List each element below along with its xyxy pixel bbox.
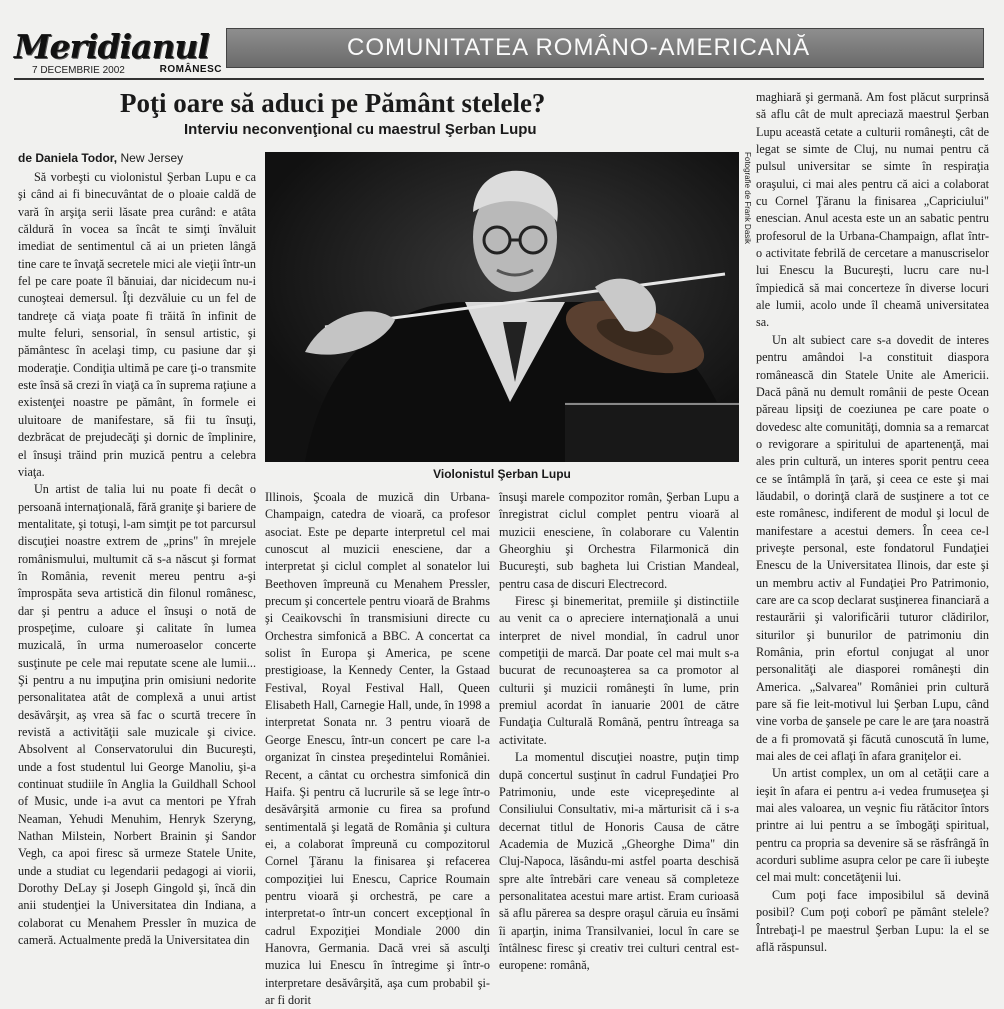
article-subhead: Interviu neconvenţional cu maestrul Şerban Lupu	[184, 121, 537, 138]
byline-place: New Jersey	[120, 151, 184, 165]
byline-author: de Daniela Todor,	[18, 151, 118, 165]
paragraph: Firesc şi binemeritat, premiile şi distinctiile au venit ca o apreciere internaţională a unui interpret de nivel mondial, în cadrul unor competiţii de marcă. Dar poate cel mai mult s-a bucurat de recunoaşterea sa ca promotor al culturii şi muzicii româneşti în lume, prin premiul acordat în ianuarie 2001 de către Fundaţia Culturală Română, pentru întreaga sa activitate.	[499, 594, 739, 747]
article-column-1	[18, 169, 256, 949]
paragraph: Cum poţi face imposibilul să devină posibil? Cum poţi coborî pe pământ stelele? Întrebaţi-l pe maestrul Şerban Lupu: la el se află răspunsul.	[756, 887, 989, 954]
photo-credit: Fotografie de Frank Dasik	[743, 152, 752, 245]
paragraph: Un artist complex, un om al cetăţii care a ieşit în afara ei pentru a-i vedea frumuseţea şi mai ales valoarea, un veşnic fiu rătăcitor întors printre ai lui pentru a se îmbogăţi spiritual, pentru ca propria sa devenire să se răsfrângă în acorduri sublime asupra celor pe care îi iubeşte cel mai mult: concetăţenii lui.	[756, 766, 989, 885]
byline	[18, 151, 183, 165]
issue-date: 7 DECEMBRIE 2002	[32, 65, 125, 76]
masthead	[14, 28, 226, 80]
article-column-4	[756, 89, 989, 956]
article-headline: Poţi oare să aduci pe Pământ stelele?	[120, 88, 546, 118]
header-rule	[14, 78, 984, 80]
paragraph: Să vorbeşti cu violonistul Şerban Lupu e ca şi când ai fi binecuvântat de o ploaie caldă de vară în arşiţa serii lăsate prea curând: e atâta căldură în vocea sa încât te simţi învăluit imediat de sentimentul că ai un prieten lângă tine care te învaţă secretele mici ale vieţii într-un fel pe care poate îl bănuiai, dar nicidecum nu-i cunoşteai demersul. Îţi dezvăluie cu un fel de tandreţe că viaţa poate fi trăită în infinit de multe feluri, sensorial, în sensul artistic, şi pământesc în acelaşi timp, cu pasiune dar şi moderaţie. Condiţia ultimă pe care ţi-o transmite este însă să crezi în viaţă ca în suprema raţiune a existenţei noastre pe pământ, în formele ei uluitoare de manifestare, să fii tu însuţi, dezbrăcat de prejudecăţi şi dornic de împlinire, el însuşi trăind prin muzică pentru a celebra viaţa.	[18, 170, 256, 479]
paragraph: Un artist de talia lui nu poate fi decât o persoană internaţională, fără graniţe şi bariere de mentalitate, şi totuşi, l-am simţit pe tot parcursul discuţiei noastre extrem de „prins" în mrejele românismului, multumit că s-a născut şi format în România, revenit mereu pentru a-şi împrospăta seva artistică din filonul românesc, dar şi pentru a aduce el însuşi o notă de prospeţime, culoare şi calitate în lumea muzicală, în urma numeroaselor concerte susţinute pe cele mai reputate scene ale lumii... Şi pentru a nu impuţina prin omisiuni nedorite personalitatea atât de complexă a unui artist desăvârşit, aş vrea să fac o scurtă trecere în revistă a activităţii sale muzicale şi civice. Absolvent al Conservatorului din Bucureşti, unde a fost studentul lui George Manoliu, şi-a continuat studiile în Anglia la Guildhall School of Music, unde i-a avut ca mentori pe Yfrah Neaman, Yehudi Menuhim, Henryk Szeryng, Nathan Milstein, Norbert Brainin şi Sandor Vegh, ca apoi firesc să urmeze Statele Unite, unde a studiat cu legendarii pedagogi ai viorii, Dorothy DeLay şi Joseph Gingold şi, încă din anii studenţiei la Universitatea din Indiana, a colaborat cu Menahem Pressler în muzica de cameră. Actualmente predă la Universitatea din	[18, 482, 256, 948]
article-column-2	[265, 489, 490, 1009]
paragraph: Un alt subiect care s-a dovedit de interes pentru amândoi l-a constituit diaspora românească din Statele Unite ale Americii. Dacă până nu demult românii de peste Ocean păreau lipsiţi de coeziunea pe care poate o dovedesc alte comunităţi, domnia sa a remarcat o revigorare a spiritului de apartenenţă, mai ales prin cultură, un interes sporit pentru ceea ce se întâmplă în ţară, şi ceea ce este şi mai lăudabil, o dorinţă clară de susţinere a tot ce este românesc, indiferent de modul şi locul de manifestare a acestui demers. În ceea ce-l priveşte personal, este fondatorul Fundaţiei Enescu de la Universitatea Ilinois, dar este şi un membru activ al Fundaţiei Pro Patrimonio, care are ca scop declarat susţinerea financiară a restaurării şi valorificării tuturor clădirilor, siturilor şi bunurilor de patrimoniu din România, prin efortul conjugat al unor personalităţi ale diasporei româneşti din America. „Salvarea" României prin cultură pare să fie leit-motivul lui Şerban Lupu, când vine vorba de şansele pe care le are ţara noastră de a fi promovată şi făcută cunoscută în lume, mai ales de cei aflaţi în afara graniţelor ei.	[756, 332, 989, 764]
paragraph: însuşi marele compozitor român, Şerban Lupu a înregistrat ciclul complet pentru vioară al muzicii enesciene, în colaborare cu Valentin Gheorghiu şi Orchestra Filarmonică din Bucureşti, sub bagheta lui Cristian Mandeal, pentru casa de discuri Electrecord.	[499, 490, 739, 591]
paragraph: La momentul discuţiei noastre, puţin timp după concertul susţinut în cadrul Fundaţiei Pro Patrimoniu, unde este vicepreşedinte al Consiliului Consultativ, mi-a mărturisit că i s-a decernat titlul de Honoris Causa de către Academia de Muzică „Gheorghe Dima" din Cluj-Napoca, lăsându-mi astfel poarta deschisă spre alte întrebări care veneau să completeze personalitatea acestui mare artist. Eram curioasă să aflu părerea sa despre oraşul căruia eu însămi îi aparţin, inima Transilvaniei, locul în care se întâlnesc firesc şi creativ trei culturi central est-europene: română,	[499, 750, 739, 973]
section-banner: COMUNITATEA ROMÂNO-AMERICANĂ	[226, 28, 984, 68]
newspaper-logo-subtitle: ROMÂNESC	[159, 64, 222, 75]
paragraph: maghiară şi germană. Am fost plăcut surprinsă să aflu cât de mult apreciază maestrul Şerban Lupu această cetate a culturii româneşti, cât de legat se simte de Cluj, nu numai pentru că pulsul universitar se simte în respiraţia oraşului, ci mai ales pentru că aici a colaborat cu Cornel Ţăranu la finisarea „Capriciului" enescian. Anul acesta este un an sabatic pentru profesorul de la Urbana-Champaign, aflat într-o activitate febrilă de cercetare a manuscriselor lui Enescu la Bucureşti, lucru care nu-l împiedică să mai concerteze în diverse locuri ale lumii, acolo unde îl cheamă universitatea sa.	[756, 90, 989, 330]
violinist-illustration	[265, 152, 739, 462]
photo-caption: Violonistul Şerban Lupu	[433, 467, 571, 481]
newspaper-logo: Meridianul	[14, 27, 209, 66]
violinist-photo	[265, 152, 739, 462]
paragraph: Illinois, Şcoala de muzică din Urbana-Champaign, catedra de vioară, ca profesor asociat. Este pe departe interpretul cel mai cunoscut al muzicii enesciene, dar a interpretat şi ciclul complet al sonatelor lui Beethoven împreună cu Menahem Pressler, precum şi concertele pentru vioară de Brahms şi Ceaikovschi în transmisiuni directe cu Orchestra simfonică a BBC. A concertat ca solist în Europa şi America, pe scene prestigioase, la Kennedy Center, la Gstaad Festival, Royal Festival Hall, Queen Elisabeth Hall, Carnegie Hall, unde, în 1998 a interpretat Sonata nr. 3 pentru vioară de George Enescu, într-un concert pe care l-a organizat în cinstea preşedintelui României. Recent, a cântat cu orchestra simfonică din Haifa. Şi pentru că lucrurile să se lege într-o desăvârşită armonie cu firea sa profund sentimentală şi legată de România şi cultura ei, a colaborat împreună cu compozitorul Cornel Ţăranu la finisarea şi refacerea compoziţiei lui Enescu, Caprice Roumain pentru vioară şi orchestră, pe care a interpretat-o într-un concert excepţional în cadrul Expoziţiei Mondiale 2000 din Hanovra, Germania. Dacă vrei să asculţi muzica lui Enescu în întregime şi într-o interpretare desăvârşită, aşa cum probabil şi-ar fi dorit	[265, 490, 490, 1007]
article-column-3	[499, 489, 739, 975]
